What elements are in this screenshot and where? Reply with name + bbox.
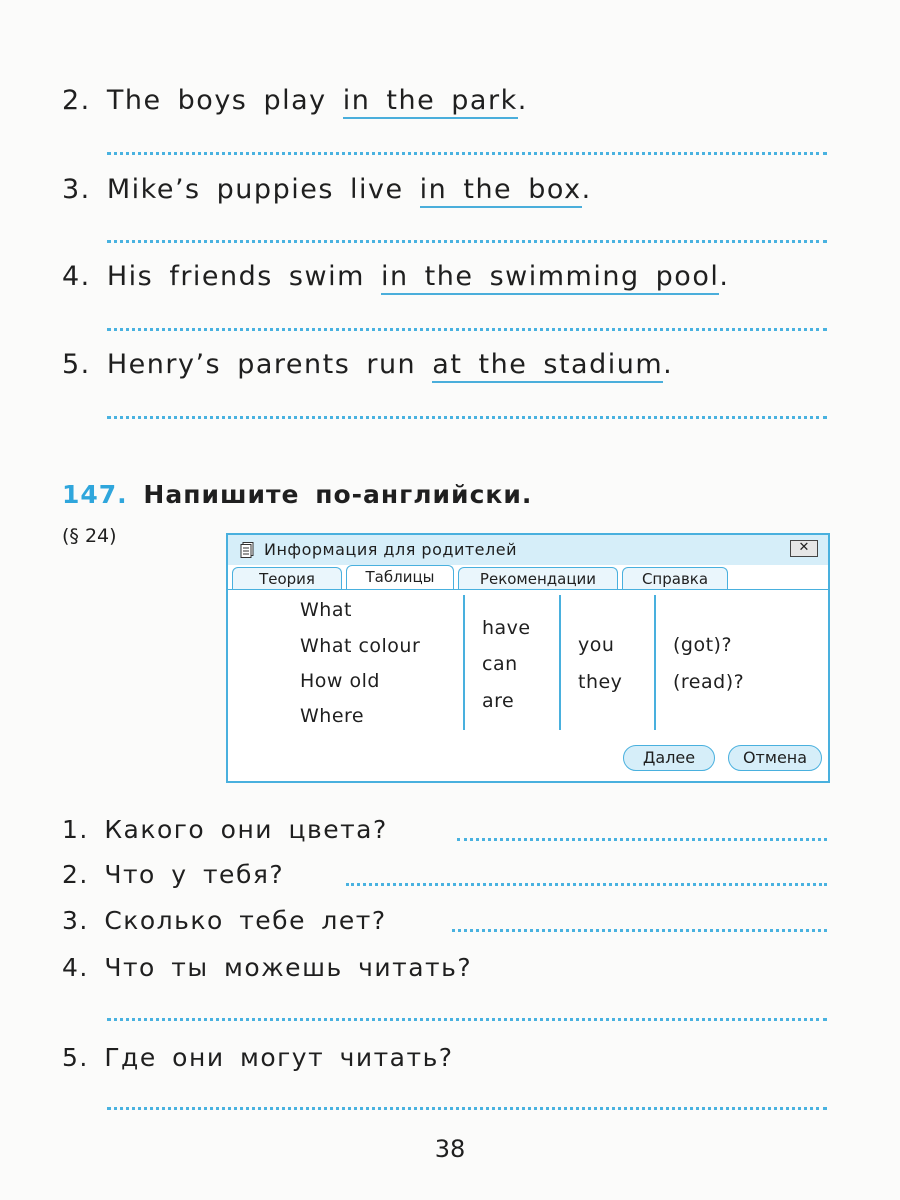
sentence-text: Henry’s parents run: [106, 349, 417, 380]
grammar-reference: (§ 24): [62, 525, 117, 547]
close-icon: ✕: [798, 540, 810, 555]
answer-line: [457, 838, 827, 841]
sentence-end: .: [663, 349, 674, 380]
sentence-end: .: [719, 261, 730, 292]
sentence-text: The boys play: [106, 85, 327, 116]
table-cell: have: [482, 617, 531, 639]
sentence-text: Mike’s puppies live: [106, 174, 404, 205]
answer-line: [107, 240, 827, 243]
sentence-number: 3.: [62, 174, 91, 205]
sentence-4: [62, 261, 729, 292]
answer-line: [107, 416, 827, 419]
next-button[interactable]: [623, 745, 715, 771]
question-5: [62, 1043, 454, 1072]
tab-label: Теория: [259, 570, 315, 588]
next-button-label: Далее: [642, 748, 696, 767]
exercise-heading: [62, 480, 532, 509]
cancel-button-label: Отмена: [742, 748, 808, 767]
question-number: 1.: [62, 815, 89, 844]
sentence-3: [62, 174, 592, 205]
cancel-button[interactable]: [728, 745, 822, 771]
table-cell: What colour: [300, 635, 421, 657]
question-number: 5.: [62, 1043, 89, 1072]
sentence-end: .: [581, 174, 592, 205]
info-dialog: [226, 533, 830, 783]
tab-label: Таблицы: [365, 568, 435, 586]
sentence-5: [62, 349, 673, 380]
question-text: Что у тебя?: [104, 860, 285, 889]
exercise-title: Напишите по-английски.: [143, 480, 533, 509]
question-2: [62, 860, 284, 889]
question-text: Сколько тебе лет?: [104, 906, 387, 935]
tab-help[interactable]: [622, 567, 728, 589]
answer-line: [107, 1107, 827, 1110]
sentence-answer: in the swimming pool: [381, 261, 719, 295]
document-icon: [240, 542, 254, 558]
question-4: [62, 953, 472, 982]
sentence-2: [62, 85, 528, 116]
close-button[interactable]: [790, 540, 818, 557]
sentence-number: 2.: [62, 85, 91, 116]
dialog-title: Информация для родителей: [264, 540, 517, 559]
table-divider: [654, 595, 656, 730]
table-cell: you: [578, 634, 615, 656]
question-number: 3.: [62, 906, 89, 935]
dialog-tabs: [232, 565, 828, 589]
table-divider: [463, 595, 465, 730]
table-cell: What: [300, 599, 352, 621]
tab-theory[interactable]: [232, 567, 342, 589]
question-3: [62, 906, 387, 935]
tab-divider: [228, 589, 828, 590]
table-cell: can: [482, 653, 518, 675]
sentence-number: 5.: [62, 349, 91, 380]
dialog-title-bar: [228, 535, 828, 565]
sentence-answer: at the stadium: [432, 349, 663, 383]
answer-line: [452, 929, 827, 932]
table-cell: they: [578, 671, 623, 693]
table-cell: (read)?: [673, 671, 745, 693]
question-number: 2.: [62, 860, 89, 889]
table-cell: are: [482, 690, 515, 712]
question-text: Какого они цвета?: [104, 815, 388, 844]
table-cell: Where: [300, 705, 365, 727]
question-text: Где они могут читать?: [104, 1043, 454, 1072]
sentence-answer: in the box: [420, 174, 582, 208]
question-1: [62, 815, 388, 844]
tab-tables[interactable]: [346, 565, 454, 590]
answer-line: [107, 328, 827, 331]
answer-line: [107, 152, 827, 155]
table-divider: [559, 595, 561, 730]
tab-label: Рекомендации: [479, 570, 597, 588]
sentence-number: 4.: [62, 261, 91, 292]
table-cell: How old: [300, 670, 380, 692]
answer-line: [107, 1018, 827, 1021]
sentence-answer: in the park: [343, 85, 518, 119]
sentence-end: .: [517, 85, 528, 116]
question-number: 4.: [62, 953, 89, 982]
table-cell: (got)?: [673, 634, 733, 656]
answer-line: [346, 883, 827, 886]
page-number: 38: [434, 1135, 466, 1163]
exercise-number: 147.: [62, 480, 128, 509]
sentence-text: His friends swim: [106, 261, 365, 292]
tab-recommendations[interactable]: [458, 567, 618, 589]
question-text: Что ты можешь читать?: [104, 953, 473, 982]
tab-label: Справка: [641, 570, 709, 588]
